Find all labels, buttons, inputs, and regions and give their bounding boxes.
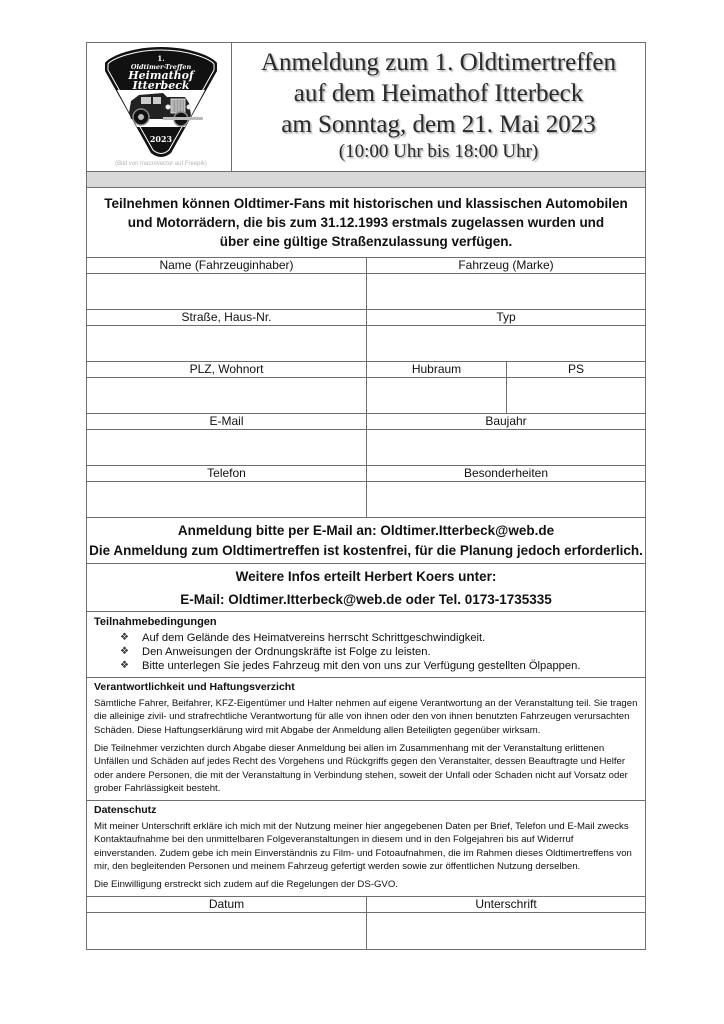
- title-line-3: am Sonntag, dem 21. Mai 2023: [281, 111, 596, 138]
- svg-text:Oldtimer-Treffen: Oldtimer-Treffen: [130, 63, 192, 71]
- besonderheiten-field[interactable]: [367, 482, 645, 517]
- name-field[interactable]: [87, 274, 367, 309]
- baujahr-label: Baujahr: [485, 414, 527, 428]
- privacy-paragraph-1: Mit meiner Unterschrift erkläre ich mich mit der Nutzung meiner hier angegebenen Daten per Brief, Telefon und E-Mail zwecks Kontaktaufnahme bei den unmittelbaren Folgeveranstaltungen in diesem und in den Folgejahren bis auf Widerruf einverstanden. Zudem gebe ich mein Einverständnis zu Film- und Fotoaufnahmen, die im Rahmen dieses Oldtimertreffens von mir, den begleitenden Personen und meinem Fahrzeug gefertigt werden sowie zur öffentlichen Nutzung derselben.: [94, 820, 632, 873]
- label-row: [87, 258, 645, 274]
- intro-text: [87, 188, 645, 258]
- registration-notice: [87, 518, 645, 564]
- logo-cell: [87, 43, 232, 171]
- strasse-label: Straße, Haus-Nr.: [87, 310, 367, 325]
- hubraum-field[interactable]: [367, 378, 507, 413]
- fahrzeug-field[interactable]: [367, 274, 645, 309]
- notice-line-2: Die Anmeldung zum Oldtimertreffen ist kostenfrei, für die Planung jedoch erforderlich.: [89, 542, 643, 558]
- besonderheiten-label: Besonderheiten: [463, 466, 549, 480]
- diamond-bullet-icon: ❖: [120, 660, 129, 672]
- notice-line-1: Anmeldung bitte per E-Mail an: Oldtimer.Itterbeck@web.de: [177, 522, 555, 538]
- liability-paragraph-1: Sämtliche Fahrer, Beifahrer, KFZ-Eigentümer und Halter nehmen auf eigene Verantwortung an der Veranstaltung teil. Sie tragen die alleinige zivil- und strafrechtliche Verantwortung für alle von ihnen oder den von ihnen benutzten Fahrzeugen verursachten Schäden. Diese Haftungserklärung wird mit Abgabe der Anmeldung allen Beteiligten gegenüber wirksam.: [94, 697, 638, 736]
- strasse-field[interactable]: [87, 326, 367, 361]
- ps-field[interactable]: [507, 378, 645, 413]
- svg-text:Heimathof: Heimathof: [128, 69, 194, 82]
- liability-section: [87, 678, 645, 801]
- list-item: ❖ Auf dem Gelände des Heimatvereins herrscht Schrittgeschwindigkeit.: [120, 632, 486, 645]
- fahrzeug-label: Fahrzeug (Marke): [458, 258, 554, 272]
- title-line-1: Anmeldung zum 1. Oldtimertreffen: [260, 49, 616, 76]
- label-row: [87, 310, 645, 326]
- intro-line-3: über eine gültige Straßenzulassung verfügen.: [219, 234, 513, 249]
- input-row: [87, 430, 645, 466]
- unterschrift-label: Unterschrift: [475, 896, 537, 911]
- label-row: [87, 414, 645, 430]
- liability-paragraph-2: Die Teilnehmer verzichten durch Abgabe dieser Anmeldung bei allen im Zusammenhang mit der Veranstaltung erlittenen Unfällen und Schäden auf jedes Recht des Vorgehens und Rückgriffs gegen den Veranstalter, dessen Beauftragte und Helfer oder andere Personen, die mit der Veranstaltung in Verbindung stehen, soweit der Unfall oder Schaden nicht auf Vorsatz oder grober Fahrlässigkeit besteht.: [94, 742, 628, 795]
- unterschrift-field[interactable]: [367, 913, 645, 949]
- hubraum-label: Hubraum: [367, 362, 507, 377]
- svg-text:2023: 2023: [149, 134, 173, 144]
- label-row: [87, 362, 645, 378]
- intro-line-2: und Motorrädern, die bis zum 31.12.1993 erstmals zugelassen wurden und: [127, 215, 605, 230]
- name-label: Name (Fahrzeuginhaber): [87, 258, 367, 273]
- input-row: [87, 482, 645, 518]
- telefon-field[interactable]: [87, 482, 367, 517]
- event-logo: [101, 45, 221, 161]
- intro-line-1: Teilnehmen können Oldtimer-Fans mit historischen und klassischen Automobilen: [104, 196, 628, 211]
- input-row: [87, 326, 645, 362]
- conditions-section: [87, 612, 645, 678]
- input-row: [87, 274, 645, 310]
- datum-label: Datum: [87, 897, 367, 912]
- svg-text:Itterbeck: Itterbeck: [132, 79, 190, 92]
- image-credit: (Bild von macrovector auf Freepik): [115, 161, 207, 167]
- liability-title: Verantwortlichkeit und Haftungsverzicht: [94, 681, 295, 694]
- label-row: [87, 466, 645, 482]
- telefon-label: Telefon: [87, 466, 367, 481]
- email-label: E-Mail: [87, 414, 367, 429]
- privacy-title: Datenschutz: [94, 803, 157, 816]
- privacy-section: [87, 801, 645, 897]
- gray-band: [87, 172, 645, 188]
- datum-field[interactable]: [87, 913, 367, 949]
- signature-input-row: [87, 913, 645, 949]
- svg-text:1.: 1.: [157, 54, 165, 63]
- info-line-1: Weitere Infos erteilt Herbert Koers unter:: [235, 568, 497, 584]
- email-field[interactable]: [87, 430, 367, 465]
- registration-form: [86, 42, 646, 950]
- list-item: ❖ Bitte unterlegen Sie jedes Fahrzeug mit den von uns zur Verfügung gestellten Ölpappen.: [120, 660, 581, 673]
- typ-label: Typ: [496, 310, 516, 324]
- conditions-list: [94, 631, 638, 673]
- title-block: [232, 43, 645, 171]
- plz-field[interactable]: [87, 378, 367, 413]
- title-line-2: auf dem Heimathof Itterbeck: [293, 80, 584, 107]
- diamond-bullet-icon: ❖: [120, 632, 129, 644]
- contact-info: [87, 564, 645, 612]
- header-row: [87, 43, 645, 172]
- diamond-bullet-icon: ❖: [120, 646, 129, 658]
- privacy-paragraph-2: Die Einwilligung erstreckt sich zudem auf die Regelungen der DS-GVO.: [94, 878, 398, 890]
- ps-label: PS: [567, 362, 584, 376]
- list-item: ❖ Den Anweisungen der Ordnungskräfte ist Folge zu leisten.: [120, 646, 431, 659]
- signature-label-row: [87, 897, 645, 913]
- plz-label: PLZ, Wohnort: [87, 362, 367, 377]
- baujahr-field[interactable]: [367, 430, 645, 465]
- event-time: (10:00 Uhr bis 18:00 Uhr): [338, 141, 539, 162]
- input-row: [87, 378, 645, 414]
- info-line-2: E-Mail: Oldtimer.Itterbeck@web.de oder Tel. 0173-1735335: [180, 591, 552, 607]
- typ-field[interactable]: [367, 326, 645, 361]
- conditions-title: Teilnahmebedingungen: [94, 616, 217, 628]
